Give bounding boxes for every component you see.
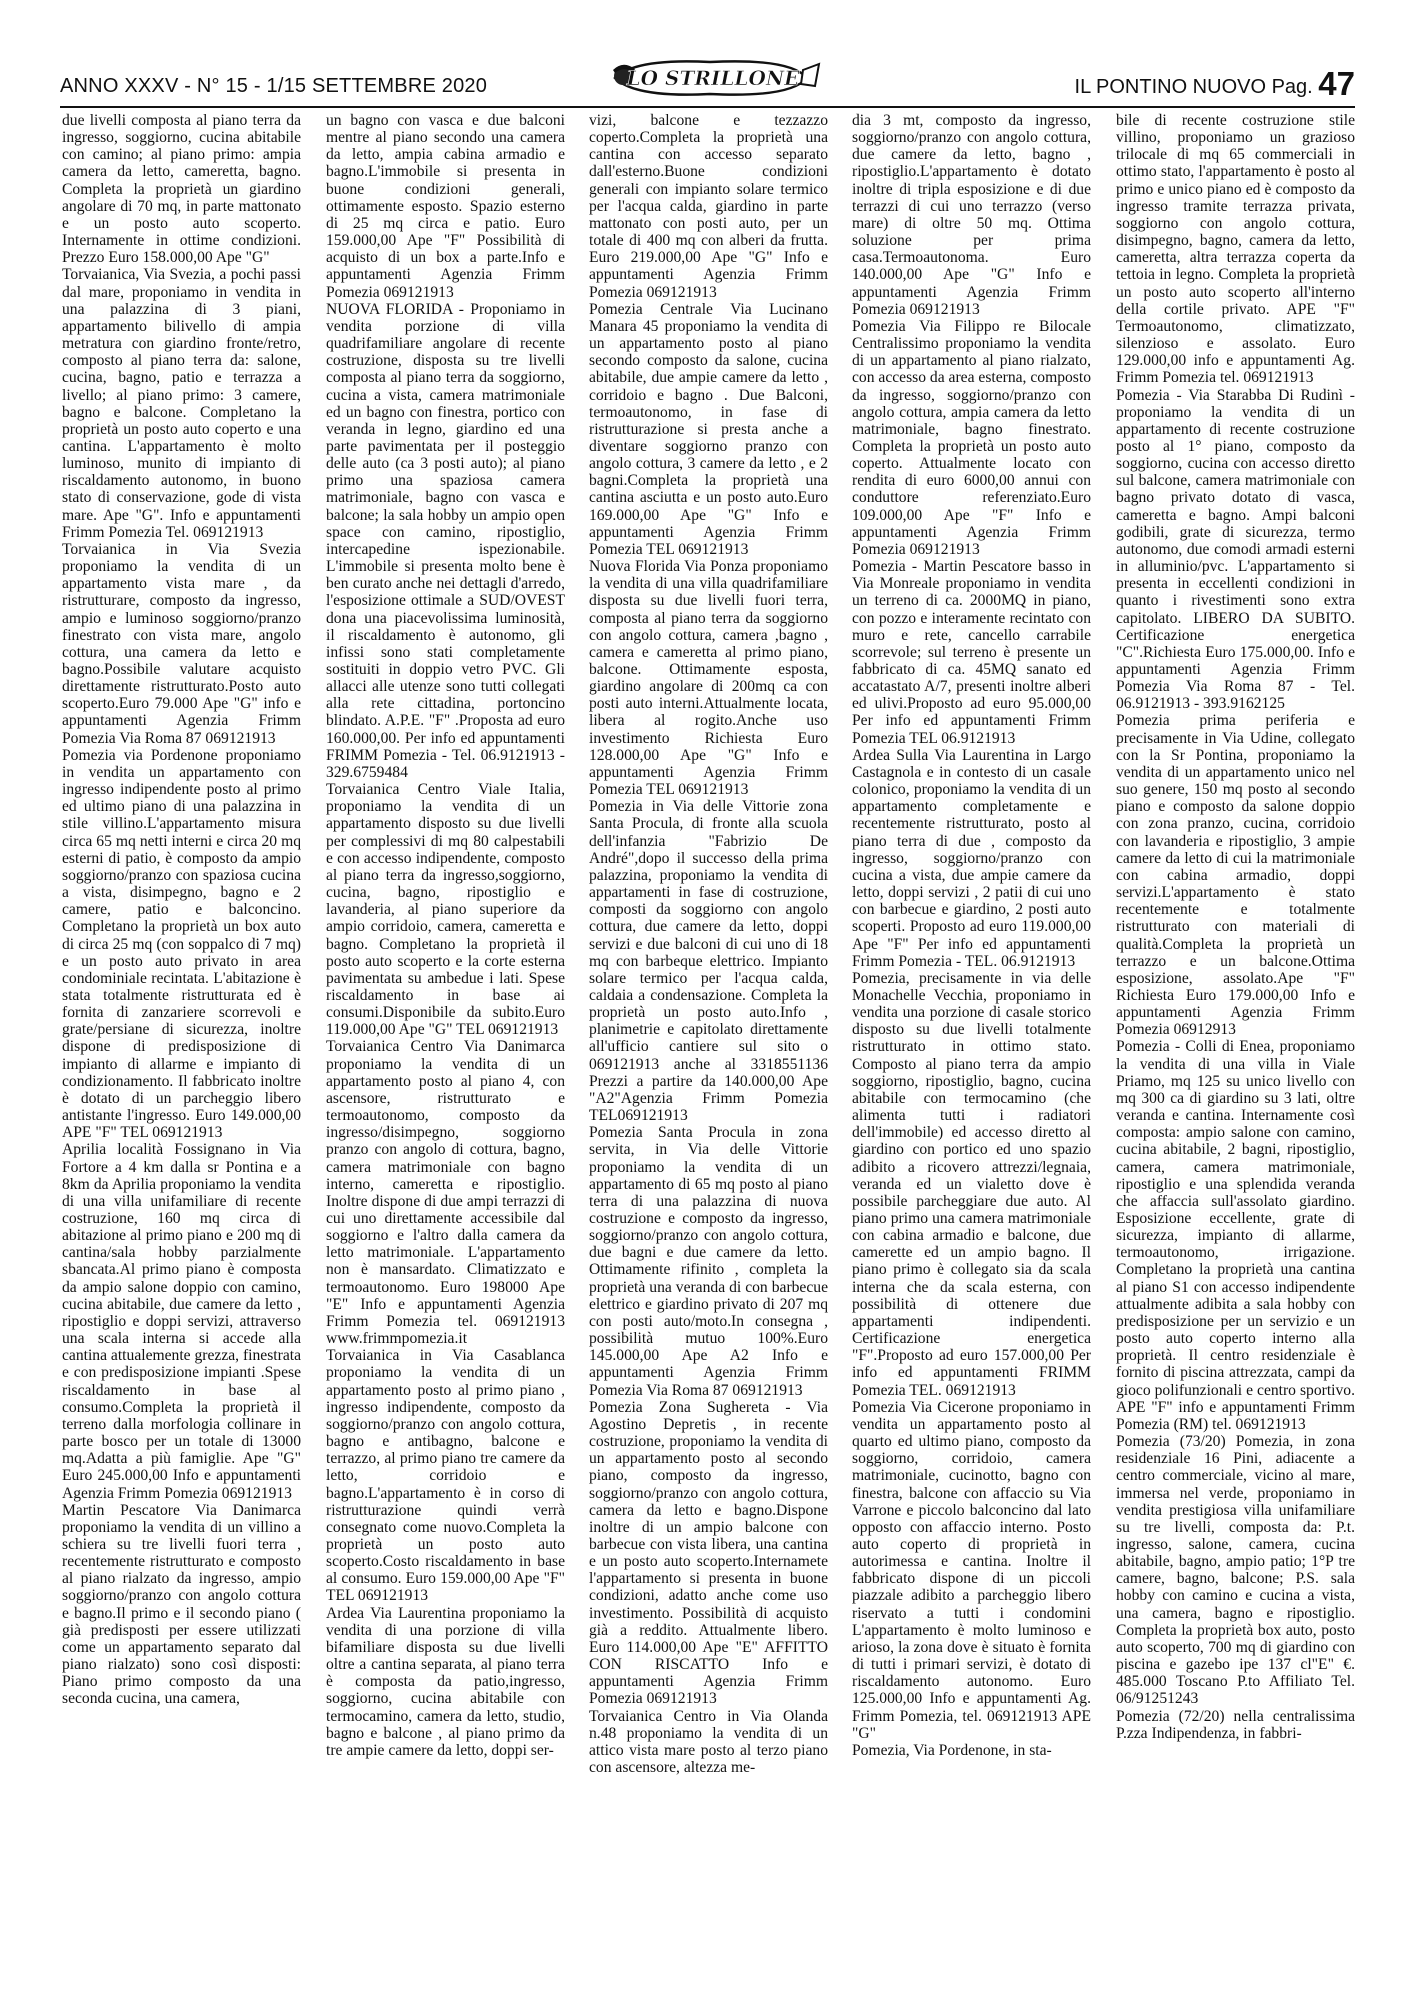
listing-paragraph: Pomezia via Pordenone proponiamo in vendita un appartamento con ingresso indipendente posto al primo ed ultimo piano di una palazzina in stile villino.L'appartamento misura circa 65 mq netti interni e circa 20 mq esterni di patio, è composto da ampio soggiorno/pranzo con spaziosa cucina a vista, disimpegno, bagno e 2 camere, patio e balconcino. Completano la proprietà un box auto di circa 25 mq (con soppalco di 7 mq) e un posto auto privato in area condominiale recintata. L'abitazione è stata totalmente ristrutturata ed è fornita di zanzariere scorrevoli e grate/persiane di sicurezza, inoltre dispone di predisposizione di impianto di allarme e impianto di condizionamento. Il fabbricato inoltre è dotato di un parcheggio libero antistante l'ingresso. Euro 149.000,00 APE "F" TEL 069121913	[62, 746, 301, 1142]
listing-paragraph: due livelli composta al piano terra da ingresso, soggiorno, cucina abitabile con camino; al piano primo: ampia camera da letto, cameretta, bagno. Completa la proprietà un giardino angolare di 70 mq, in parte mattonato e un posto auto scoperto. Internamente in ottime condizioni. Prezzo Euro 158.000,00 Ape "G"	[62, 112, 301, 267]
publication-name: IL PONTINO NUOVO Pag.	[1074, 76, 1313, 98]
listing-paragraph: vizi, balcone e tezzazzo coperto.Completa la proprietà una cantina con accesso separato dall'esterno.Buone condizioni generali con impianto solare termico per l'acqua calda, giardino in parte mattonato con posti auto, per un totale di 400 mq con alberi da frutta. Euro 219.000,00 Ape "G" Info e appuntamenti Agenzia Frimm Pomezia 069121913	[589, 112, 828, 301]
column-4	[852, 112, 1091, 1972]
publication-page	[1075, 67, 1355, 100]
listing-paragraph: Torvaianica Centro Via Danimarca proponiamo la vendita di un appartamento posto al piano 4, con ascensore, ristrutturato e termoautonomo, composto da ingresso/disimpegno, soggiorno pranzo con angolo di cottura, bagno, camera matrimoniale con bagno interno, cameretta e ripostiglio. Inoltre dispone di due ampi terrazzi di cui uno direttamente accessibile dal soggiorno e l'altro dalla camera da letto matrimoniale. L'appartamento non è mansardato. Climatizzato e termoautonomo. Euro 198000 Ape "E" Info e appuntamenti Agenzia Frimm Pomezia tel. 069121913 www.frimmpomezia.it	[326, 1038, 565, 1348]
column-3	[589, 112, 828, 1972]
listing-paragraph: Ardea Via Laurentina proponiamo la vendita di una porzione di villa bifamiliare disposta su due livelli oltre a cantina separata, al piano terra è composta da patio,ingresso, soggiorno, cucina abitabile con termocamino, camera da letto, studio, bagno e balcone , al piano primo da tre ampie camere da letto, doppi ser-	[326, 1604, 565, 1759]
listing-paragraph: bile di recente costruzione stile villino, proponiamo un grazioso trilocale di mq 65 commerciali in ottimo stato, l'appartamento è posto al primo e unico piano ed è composto da ingresso tramite terrazza privata, soggiorno con angolo cottura, disimpegno, bagno, camera da letto, cameretta, altra terrazza coperta da tettoia in legno. Completa la proprietà un posto auto scoperto all'interno della cortile privato. APE "F" Termoautonomo, climatizzato, silenzioso e assolato. Euro 129.000,00 info e appuntamenti Ag. Frimm Pomezia tel. 069121913	[1116, 112, 1355, 387]
listing-paragraph: Pomezia prima periferia e precisamente in Via Udine, collegato con la Sr Pontina, proponiamo la vendita di un appartamento unico nel suo genere, 150 mq posto al secondo piano e composto da salone doppio con zona pranzo, cucina, corridoio con lavanderia e ripostiglio, 3 ampie camere da letto di cui la matrimoniale con cabina armadio, doppi servizi.L'appartamento è stato recentemente e totalmente ristrutturato con materiali di qualità.Completa la proprietà un terrazzo e un balcone.Ottima esposizione, assolato.Ape "F" Richiesta Euro 179.000,00 Info e appuntamenti Agenzia Frimm Pomezia 06912913	[1116, 712, 1355, 1039]
column-2	[326, 112, 565, 1972]
listing-paragraph: Torvaianica in Via Svezia proponiamo la vendita di un appartamento vista mare , da ristrutturare, composto da ingresso, ampio e luminoso soggiorno/pranzo finestrato con vista mare, angolo cottura, una camera da letto e bagno.Possibile valutare acquisto direttamente ristrutturato.Posto auto scoperto.Euro 79.000 Ape "G" info e appuntamenti Agenzia Frimm Pomezia Via Roma 87 069121913	[62, 540, 301, 747]
column-1	[62, 112, 301, 1972]
listing-paragraph: Torvaianica Centro Viale Italia, proponiamo la vendita di un appartamento disposto su due livelli per complessivi di mq 80 calpestabili e con accesso indipendente, composto al piano terra da ingresso,soggiorno, cucina, bagno, ripostiglio e lavanderia, al piano superiore da ampio corridoio, camera, cameretta e bagno. Completano la proprietà il posto auto scoperto e la corte esterna pavimentata su ambedue i lati. Spese riscaldamento in base ai consumi.Disponibile da subito.Euro 119.000,00 Ape "G" TEL 069121913	[326, 781, 565, 1039]
listing-paragraph: Pomezia, precisamente in via delle Monachelle Vecchia, proponiamo in vendita una porzione di casale storico disposto su due livelli totalmente ristrutturato in ottimo stato. Composto al piano terra da ampio soggiorno, ripostiglio, bagno, cucina abitabile con termocamino (che alimenta tutti i radiatori dell'immobile) ed accesso diretto al giardino con portico ed uno spazio adibito a ricovero attrezzi/legnaia, veranda ed un vialetto dove è possibile parcheggiare due auto. Al piano primo una camera matrimoniale con cabina armadio e balcone, due camerette ed un ampio bagno. Il piano primo è collegato sia da scala interna che da scala esterna, con possibilità di ottenere due appartamenti indipendenti. Certificazione energetica "F".Proposto ad euro 157.000,00 Per info ed appuntamenti FRIMM Pomezia TEL. 069121913	[852, 969, 1091, 1399]
listing-paragraph: Ardea Sulla Via Laurentina in Largo Castagnola e in contesto di un casale colonico, proponiamo la vendita di un appartamento completamente e recentemente ristrutturato, posto al piano terra di due , composto da ingresso, soggiorno/pranzo con cucina a vista, due ampie camere da letto, doppi servizi , 2 patii di cui uno con barbecue e giardino, 2 posti auto scoperti. Proposto ad euro 119.000,00 Ape "F" Per info ed appuntamenti Frimm Pomezia - TEL. 06.9121913	[852, 746, 1091, 970]
listing-paragraph: Pomezia Zona Sughereta - Via Agostino Depretis , in recente costruzione, proponiamo la vendita di un appartamento posto al secondo piano, composto da ingresso, soggiorno/pranzo con angolo cottura, camera da letto e bagno.Dispone inoltre di un ampio balcone con barbecue con vista libera, una cantina e un posto auto scoperto.Internamete l'appartamento si presenta in buone condizioni, adatto anche come uso investimento. Possibilità di acquisto già a reddito. Attualmente libero. Euro 114.000,00 Ape "E" AFFITTO CON RISCATTO Info e appuntamenti Agenzia Frimm Pomezia 069121913	[589, 1398, 828, 1708]
lo-strillone-logo	[595, 56, 825, 100]
listing-paragraph: Pomezia in Via delle Vittorie zona Santa Procula, di fronte alla scuola dell'infanzia "Fabrizio De André",dopo il successo della prima palazzina, proponiamo la vendita di appartamenti in fase di costruzione, composti da soggiorno con angolo cottura, due camere da letto, doppi servizi e due balconi di cui uno di 18 mq con barbeque elettrico. Impianto solare termico per l'acqua calda, caldaia a condensazione. Completa la proprietà un posto auto.Info , planimetrie e capitolato direttamente all'ufficio cantiere sul sito o 069121913 anche al 3318551136 Prezzi a partire da 140.000,00 Ape "A2"Agenzia Frimm Pomezia TEL069121913	[589, 798, 828, 1125]
listing-paragraph: Pomezia - Martin Pescatore basso in Via Monreale proponiamo in vendita un terreno di ca. 2000MQ in piano, con pozzo e interamente recintato con muro e rete, cancello carrabile scorrevole; sul terreno è presente un fabbricato di ca. 45MQ sanato ed accatastato A/7, presenti inoltre alberi ed ulivi.Proposto ad euro 95.000,00 Per info ed appuntamenti Frimm Pomezia TEL 06.9121913	[852, 558, 1091, 747]
listing-paragraph: Torvaianica Centro in Via Olanda n.48 proponiamo la vendita di un attico vista mare posto al terzo piano con ascensore, altezza me-	[589, 1707, 828, 1776]
listing-paragraph: Pomezia Via Cicerone proponiamo in vendita un appartamento posto al quarto ed ultimo piano, composto da soggiorno, corridoio, camera matrimoniale, cucinotto, bagno con finestra, balcone con affaccio su Via Varrone e piccolo balconcino dal lato opposto con affaccio interno. Posto auto coperto di proprietà in autorimessa e cantina. Inoltre il fabbricato dispone di un piccoli piazzale adibito a parcheggio libero riservato a tutti i condomini L'appartamento è molto luminoso e arioso, la zona dove è situato è fornita di tutti i primari servizi, è dotato di riscaldamento autonomo. Euro 125.000,00 Info e appuntamenti Ag. Frimm Pomezia, tel. 069121913 APE "G"	[852, 1398, 1091, 1742]
listing-paragraph: Pomezia - Via Starabba Di Rudinì - proponiamo la vendita di un appartamento di recente costruzione posto al 1° piano, composto da soggiorno, cucina con accesso diretto sul balcone, camera matrimoniale con bagno privato dotato di vasca, cameretta e bagno. Ampi balconi godibili, grate di sicurezza, termo autonomo, due comodi armadi esterni in alluminio/pvc. L'appartamento si presenta in eccellenti condizioni in quanto i rivestimenti sono extra capitolato. LIBERO DA SUBITO. Certificazione energetica "C".Richiesta Euro 175.000,00. Info e appuntamenti Agenzia Frimm Pomezia Via Roma 87 - Tel. 06.9121913 - 393.9162125	[1116, 386, 1355, 713]
listing-paragraph: Pomezia, Via Pordenone, in sta-	[852, 1741, 1052, 1759]
listing-paragraph: Torvaianica in Via Casablanca proponiamo la vendita di un appartamento posto al primo piano , ingresso indipendente, composto da soggiorno/pranzo con angolo cottura, bagno e antibagno, balcone e terrazzo, al primo piano tre camere da letto, corridoio e bagno.L'appartamento è in corso di ristrutturazione quindi verrà consegnato come nuovo.Completa la proprietà un posto auto scoperto.Costo riscaldamento in base al consumo. Euro 159.000,00 Ape "F" TEL 069121913	[326, 1347, 565, 1605]
page-number: 47	[1318, 65, 1355, 102]
listing-paragraph: Nuova Florida Via Ponza proponiamo la vendita di una villa quadrifamiliare disposta su due livelli fuori terra, composta al piano terra da soggiorno con angolo cottura, camera ,bagno , camera e cameretta al primo piano, balcone. Ottimamente esposta, giardino angolare di 200mq ca con posti auto interni.Attualmente locata, libera al rogito.Anche uso investimento Richiesta Euro 128.000,00 Ape "G" Info e appuntamenti Agenzia Frimm Pomezia TEL 069121913	[589, 558, 828, 799]
listing-paragraph: Pomezia (73/20) Pomezia, in zona residenziale 16 Pini, adiacente a centro commerciale, vicino al mare, immersa nel verde, proponiamo in vendita prestigiosa villa unifamiliare su tre livelli, composta da: P.t. ingresso, salone, camera, cucina abitabile, bagno, ampio patio; 1°P tre camere, bagno, balcone; P.S. sala hobby con camino e cucina a vista, una camera, bagno e ripostiglio. Completa la proprietà box auto, posto auto scoperto, 700 mq di giardino con piscina e gazebo ipe 137 cl"E" €. 485.000 Toscano P.to Affiliato Tel. 06/91251243	[1116, 1433, 1355, 1708]
logo-graphic	[595, 56, 825, 100]
listing-paragraph: Martin Pescatore Via Danimarca proponiamo la vendita di un villino a schiera su tre livelli fuori terra , recentemente ristrutturato e composto al piano rialzato da ingresso, ampio soggiorno/pranzo con angolo cottura e bagno.Il primo e il secondo piano ( già predisposti per essere utilizzati come un appartamento separato dal piano rialzato) sono così disposti: Piano primo composto da una seconda cucina, una camera,	[62, 1501, 301, 1708]
column-5	[1116, 112, 1355, 1972]
listing-paragraph: Pomezia Via Filippo re Bilocale Centralissimo proponiamo la vendita di un appartamento al piano rialzato, con accesso da area esterna, composto da ingresso, soggiorno/pranzo con angolo cottura, ampia camera da letto matrimoniale, bagno finestrato. Completa la proprietà un posto auto coperto. Attualmente locato con rendita di euro 6000,00 annui con conduttore referenziato.Euro 109.000,00 Ape "F" Info e appuntamenti Agenzia Frimm Pomezia 069121913	[852, 317, 1091, 558]
listing-paragraph: Pomezia (72/20) nella centralissima P.zza Indipendenza, in fabbri-	[1116, 1707, 1355, 1742]
listing-paragraph: Pomezia Santa Procula in zona servita, in Via delle Vittorie proponiamo la vendita di un appartamento di 65 mq posto al piano terra di una palazzina di nuova costruzione e composto da ingresso, soggiorno/pranzo con angolo cottura, due bagni e due camere da letto. Ottimamente rifinito , completa la proprietà una veranda di con barbecue elettrico e giardino privato di 207 mq con posti auto/moto.In consegna , possibilità mutuo 100%.Euro 145.000,00 Ape A2 Info e appuntamenti Agenzia Frimm Pomezia Via Roma 87 069121913	[589, 1124, 828, 1399]
issue-info: ANNO XXXV - N° 15 - 1/15 SETTEMBRE 2020	[60, 75, 488, 97]
listing-paragraph: Aprilia località Fossignano in Via Fortore a 4 km dalla sr Pontina e a 8km da Aprilia proponiamo la vendita di una villa unifamiliare di recente costruzione, 160 mq circa di abitazione al primo piano e 200 mq di cantina/sala hobby parzialmente sbancata.Al primo piano è composta da ampio salone doppio con camino, cucina abitabile, due camere da letto , ripostiglio e doppi servizi, attraverso una scala interna si accede alla cantina attualemente grezza, finestrata e con predisposizione impianti .Spese riscaldamento in base al consumo.Completa la proprietà il terreno dalla morfologia collinare in parte bosco per un totale di 13000 mq.Adatta a più famiglie. Ape "G" Euro 245.000,00 Info e appuntamenti Agenzia Frimm Pomezia 069121913	[62, 1141, 301, 1502]
listing-paragraph: Torvaianica, Via Svezia, a pochi passi dal mare, proponiamo in vendita in una palazzina di 3 piani, appartamento bilivello di ampia metratura con giardino fronte/retro, composto al piano terra da: salone, cucina, bagno, patio e terrazza a livello; al piano primo: 3 camere, bagno e balcone. Completano la proprietà un posto auto coperto e una cantina. L'appartamento è molto luminoso, munito di impianto di riscaldamento autonomo, in buono stato di conservazione, gode di vista mare. Ape "G". Info e appuntamenti Frimm Pomezia Tel. 069121913	[62, 266, 301, 541]
listing-paragraph: Pomezia Centrale Via Lucinano Manara 45 proponiamo la vendita di un appartamento posto al piano secondo composto da salone, cucina abitabile, due ampie camere da letto , corridoio e bagno . Due Balconi, termoautonomo, in fase di ristrutturazione si presta anche a diventare soggiorno pranzo con angolo cottura, 3 camere da letto , e 2 bagni.Completa la proprietà una cantina asciutta e un posto auto.Euro 169.000,00 Ape "G" Info e appuntamenti Agenzia Frimm Pomezia TEL 069121913	[589, 300, 828, 558]
listings-columns	[62, 112, 1358, 1972]
header-rule	[60, 106, 1355, 108]
listing-paragraph: Pomezia - Colli di Enea, proponiamo la vendita di una villa in Viale Priamo, mq 125 su unico livello con mq 300 ca di giardino su 3 lati, oltre veranda e cantina. Internamente così composta: ampio salone con camino, cucina abitabile, 2 bagni, ripostiglio, camera, camera matrimoniale, ripostiglio e una splendida veranda che affaccia sull'assolato giardino. Esposizione eccellente, grate di sicurezza, impianto di allarme, termoautonomo, irrigazione. Completano la proprietà una cantina al piano S1 con accesso indipendente attualmente adibita a sala hobby con predisposizione per un servizio e un posto auto coperto interno alla proprietà. Il centro residenziale è fornito di piscina attrezzata, campi da gioco polifunzionali e centro sportivo. APE "F" info e appuntamenti Frimm Pomezia (RM) tel. 069121913	[1116, 1038, 1355, 1433]
listing-paragraph: NUOVA FLORIDA - Proponiamo in vendita porzione di villa quadrifamiliare angolare di recente costruzione, disposta su tre livelli composta al piano terra da soggiorno, cucina a vista, camera matrimoniale ed un bagno con finestra, portico con veranda in legno, giardino ed una parte pavimentata per il posteggio delle auto (ca 3 posti auto); al piano primo una spaziosa camera matrimoniale, bagno con vasca e balcone; la sala hobby un ampio open space con camino, ripostiglio, intercapedine ispezionabile. L'immobile si presenta molto bene è ben curato anche nei dettagli d'arredo, l'esposizione ottimale a SUD/OVEST dona una piacevolissima luminosità, il riscaldamento è autonomo, gli infissi sono stati completamente sostituiti in doppio vetro PVC. Gli allacci alle utenze sono tutti collegati alla rete cittadina, portoncino blindato. A.P.E. "F" .Proposta ad euro 160.000,00. Per info ed appuntamenti FRIMM Pomezia - Tel. 06.9121913 - 329.6759484	[326, 300, 565, 781]
listing-paragraph: un bagno con vasca e due balconi mentre al piano secondo una camera da letto, ampia cabina armadio e bagno.L'immobile si presenta in buone condizioni generali, ottimamente esposto. Spazio esterno di 25 mq circa e patio. Euro 159.000,00 Ape "F" Possibilità di acquisto di un box a parte.Info e appuntamenti Agenzia Frimm Pomezia 069121913	[326, 112, 565, 301]
listing-paragraph: dia 3 mt, composto da ingresso, soggiorno/pranzo con angolo cottura, due camere da letto, bagno , ripostiglio.L'appartamento è dotato inoltre di tripla esposizione e di due terrazzi di cui uno terrazzo (verso mare) di oltre 50 mq. Ottima soluzione per prima casa.Termoautonoma. Euro 140.000,00 Ape "G" Info e appuntamenti Agenzia Frimm Pomezia 069121913	[852, 112, 1091, 318]
logo-text: LO STRILLONE	[626, 66, 800, 90]
